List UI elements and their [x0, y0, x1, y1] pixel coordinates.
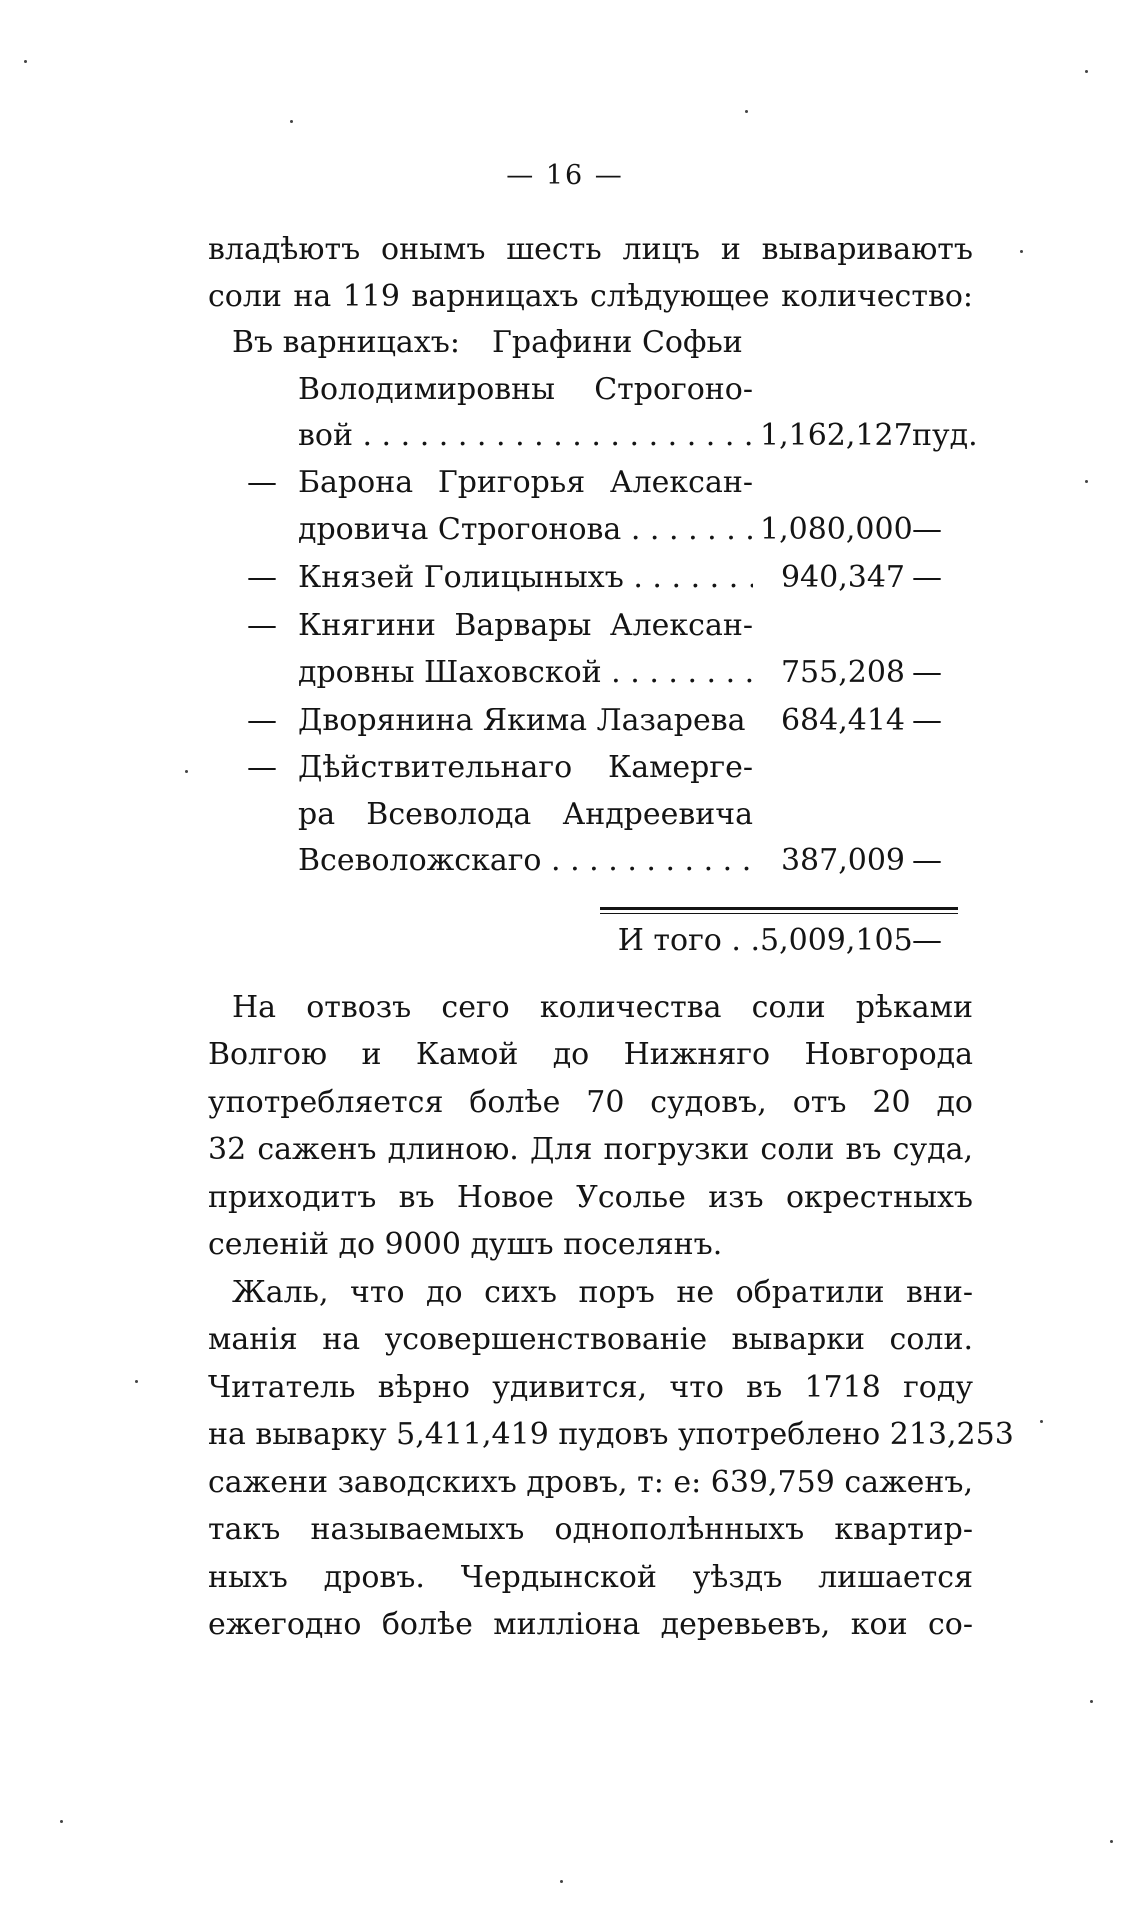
paper-speck	[1040, 1420, 1043, 1423]
text-line: ныхъ дровъ. Чердынской уѣздъ лишается	[208, 1560, 973, 1595]
paper-speck	[24, 60, 27, 63]
entry-name: Дворянина Якима Лазарева	[298, 703, 746, 738]
entry-name: Володимировны Строгоно-	[298, 372, 753, 407]
entry-unit: —	[912, 703, 942, 738]
text-line: 32 саженъ длиною. Для погрузки соли въ суда,	[208, 1132, 973, 1167]
paper-speck	[745, 110, 748, 113]
total-rule	[600, 907, 958, 910]
paper-speck	[60, 1820, 63, 1823]
entry-name: Барона Григорья Алексан-	[298, 465, 753, 500]
paper-speck	[1090, 1700, 1093, 1703]
total-rule-thin	[600, 913, 958, 914]
entry-leader: дровича Строгонова . . .	[298, 512, 753, 547]
total-unit: —	[912, 923, 942, 958]
ditto-dash: —	[247, 465, 277, 500]
ditto-dash: —	[247, 560, 277, 595]
paper-speck	[1020, 250, 1023, 253]
entry-unit: —	[912, 560, 942, 595]
text-line: Читатель вѣрно удивится, что въ 1718 году	[208, 1370, 973, 1405]
text-line: употребляется болѣе 70 судовъ, отъ 20 до	[208, 1085, 973, 1120]
table-lead: Въ варницахъ:	[232, 325, 460, 360]
entry-unit: —	[912, 512, 942, 547]
paper-speck	[185, 770, 188, 773]
entry-value: 684,414	[780, 703, 905, 738]
text-line: селеній до 9000 душъ поселянъ.	[208, 1227, 723, 1262]
entry-name: ра Всеволода Андреевича	[298, 797, 753, 832]
ditto-dash: —	[247, 750, 277, 785]
text-line: манія на усовершенствованіе выварки соли.	[208, 1322, 973, 1357]
paper-speck	[290, 120, 293, 123]
entry-unit: —	[912, 843, 942, 878]
entry-value: 387,009	[780, 843, 905, 878]
entry-value: 1,080,000	[760, 512, 913, 547]
entry-name: Графини Софьи	[492, 325, 743, 360]
text-line: ежегодно болѣе милліона деревьевъ, кои со-	[208, 1607, 973, 1642]
entry-unit: пуд.	[912, 418, 978, 453]
text-line: такъ называемыхъ однополѣнныхъ квартир-	[208, 1512, 973, 1547]
text-line: сажени заводскихъ дровъ, т: е: 639,759 саженъ,	[208, 1465, 973, 1500]
text-line: Жаль, что до сихъ поръ не обратили вни-	[232, 1275, 973, 1310]
total-label: И того . .	[617, 923, 760, 958]
paper-speck	[1085, 70, 1088, 73]
entry-value: 755,208	[780, 655, 905, 690]
entry-leader: Всеволожскаго . . .	[298, 843, 753, 878]
entry-name: Княгини Варвары Алексан-	[298, 608, 753, 643]
text-line: на выварку 5,411,419 пудовъ употреблено 213,253	[208, 1417, 1014, 1452]
entry-unit: —	[912, 655, 942, 690]
ditto-dash: —	[247, 608, 277, 643]
entry-value: 940,347	[780, 560, 905, 595]
entry-leader: Князей Голицыныхъ . . .	[298, 560, 753, 595]
ditto-dash: —	[247, 703, 277, 738]
paper-speck	[135, 1380, 138, 1383]
text-line: приходитъ въ Новое Усолье изъ окрестныхъ	[208, 1180, 973, 1215]
text-line: владѣютъ онымъ шесть лицъ и вывариваютъ	[208, 232, 973, 267]
entry-leader: дровны Шаховской . . .	[298, 655, 753, 690]
text-line: соли на 119 варницахъ слѣдующее количество:	[208, 279, 973, 314]
entry-name: Дѣйствительнаго Камерге-	[298, 750, 753, 785]
page-number: — 16 —	[506, 160, 624, 191]
paper-speck	[560, 1880, 563, 1883]
entry-leader: вой . . .	[298, 418, 753, 453]
text-line: На отвозъ сего количества соли рѣками	[232, 990, 973, 1025]
paper-speck	[1110, 1840, 1113, 1843]
entry-value: 1,162,127	[760, 418, 913, 453]
paper-speck	[1085, 480, 1088, 483]
total-value: 5,009,105	[760, 923, 913, 958]
text-line: Волгою и Камой до Нижняго Новгорода	[208, 1037, 973, 1072]
